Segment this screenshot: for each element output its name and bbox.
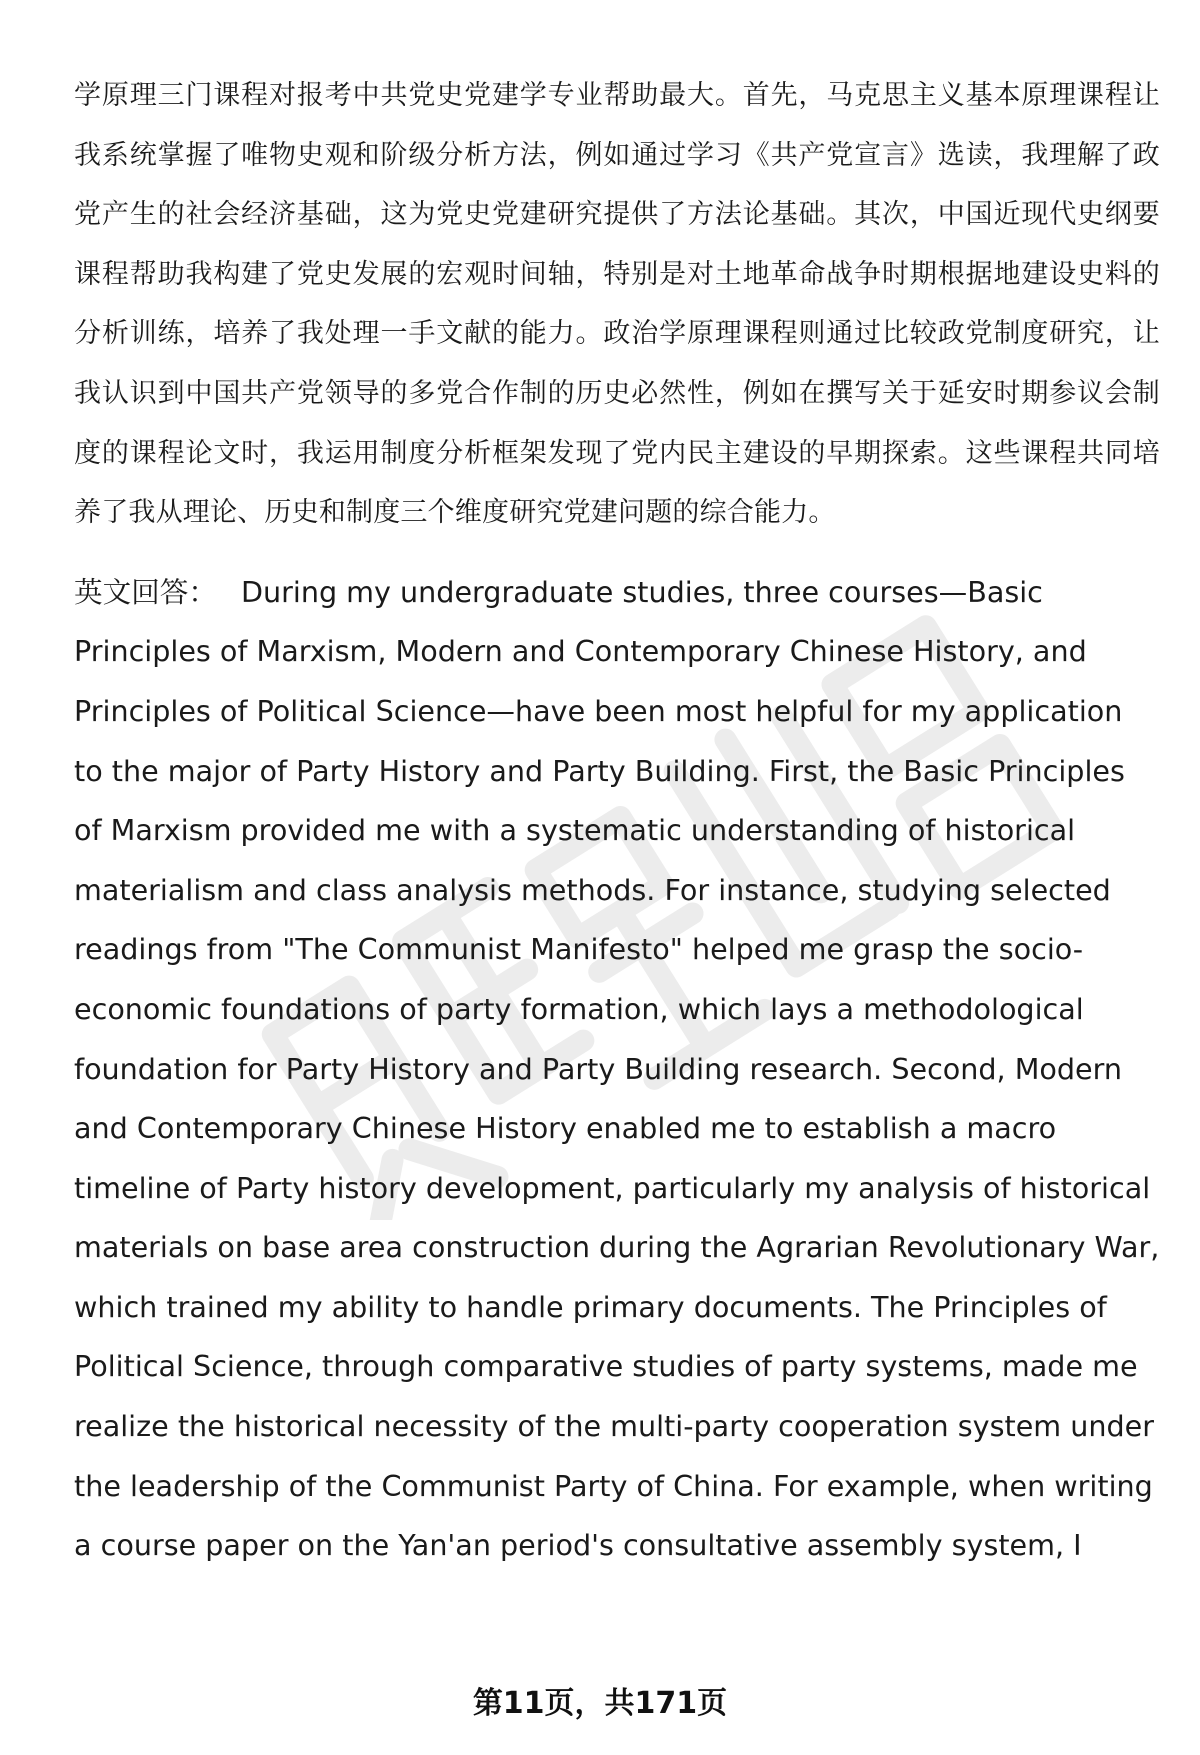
chinese-answer-paragraph: 学原理三门课程对报考中共党史党建学专业帮助最大。首先，马克思主义基本原理课程让我系统掌握了唯物史观和阶级分析方法，例如通过学习《共产党宣言》选读，我理解了政党产生的社会经济基础，这为党史党建研究提供了方法论基础。其次，中国近现代史纲要课程帮助我构建了党史发展的宏观时间轴，特别是对土地革命战争时期根据地建设史料的分析训练，培养了我处理一手文献的能力。政治学原理课程则通过比较政党制度研究，让我认识到中国共产党领导的多党合作制的历史必然性，例如在撰写关于延安时期参议会制度的课程论文时，我运用制度分析框架发现了党内民主建设的早期探索。这些课程共同培养了我从理论、历史和制度三个维度研究党建问题的综合能力。	[74, 80, 1160, 529]
document-body	[74, 66, 1160, 1576]
page-number-footer: 第11页，共171页	[472, 1686, 728, 1721]
english-answer-text: During my undergraduate studies, three courses—Basic Principles of Marxism, Modern and Contemporary Chinese History, and Principles of Political Science—have been most helpful for my application to the major of Party History and Party Building. First, the Basic Principles of Marxism provided me with a systematic understanding of historical materialism and class analysis methods. For instance, studying selected readings from "The Communist Manifesto" helped me grasp the socio-economic foundations of party formation, which lays a methodological foundation for Party History and Party Building research. Second, Modern and Contemporary Chinese History enabled me to establish a macro timeline of Party history development, particularly my analysis of historical materials on base area construction during the Agrarian Revolutionary War, which trained my ability to handle primary documents. The Principles of Political Science, through comparative studies of party systems, made me realize the historical necessity of the multi-party cooperation system under the leadership of the Communist Party of China. For example, when writing a course paper on the Yan'an period's consultative assembly system, I	[74, 574, 1160, 1563]
english-answer-label: 英文回答：	[74, 574, 217, 609]
english-answer-paragraph	[74, 563, 1160, 1576]
